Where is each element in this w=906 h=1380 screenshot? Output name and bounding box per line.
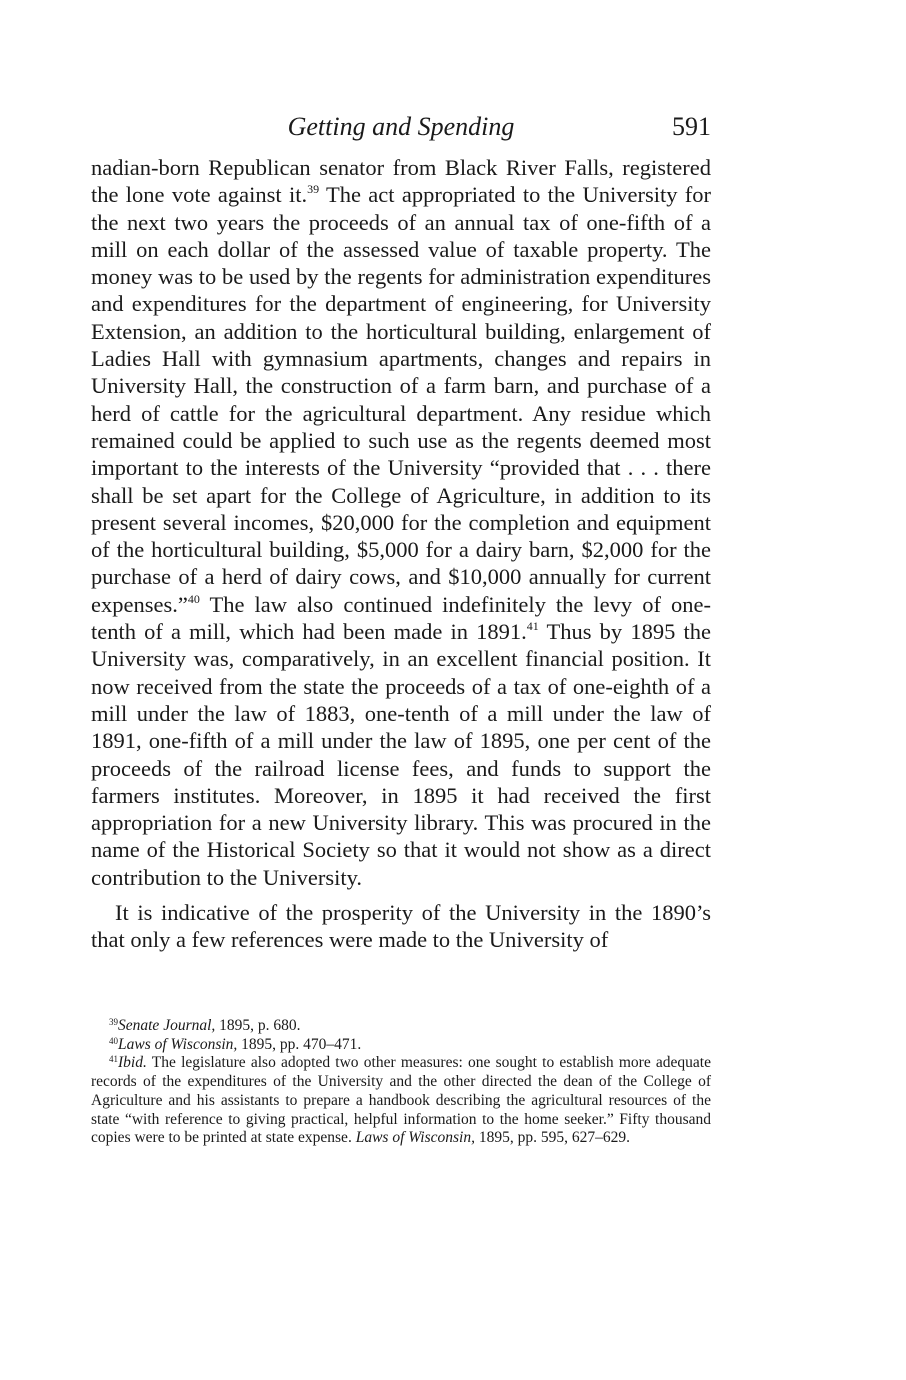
paragraph-1: [91, 154, 711, 891]
paragraph-1-text-d: Thus by 1895 the University was, comparatively, in an excellent financial position. It now received from the state the proceeds of a tax of one-eighth of a mill under the law of 1883, one-tenth of a mill under the law of 1891, one-fifth of a mill under the law of 1895, one per cent of the proceeds of the railroad license fees, and funds to support the farmers institutes. Moreover, in 1895 it had received the first appropriation for a new University library. This was procured in the name of the Historical Society so that it would not show as a direct contribution to the University.: [91, 619, 711, 890]
footnote-citation-2: 1895, pp. 595, 627–629.: [475, 1129, 630, 1147]
paragraph-1-text-b: The act appropriated to the University for the next two years the proceeds of an annual tax of one-fifth of a mill on each dollar of the assessed value of taxable property. The money was to be used by the regents for administration expenditures and expenditures for the department of engineering, for University Extension, an addition to the horticultural building, enlargement of Ladies Hall with gymnasium apartments, changes and repairs in University Hall, the construction of a farm barn, and purchase of a herd of cattle for the agricultural department. Any residue which remained could be applied to such use as the regents deemed most important to the interests of the University “provided that . . . there shall be set apart for the College of Agriculture, in addition to its present several incomes, $20,000 for the completion and equipment of the horticultural building, $5,000 for a dairy barn, $2,000 for the purchase of a herd of dairy cows, and $10,000 annually for current expenses.”: [91, 182, 711, 617]
footnote-ref-39: 39: [307, 182, 320, 197]
footnote-source-title: Ibid.: [118, 1054, 147, 1072]
body-text: [91, 154, 711, 954]
footnote-ref-40: 40: [187, 591, 200, 606]
running-head: [91, 110, 711, 144]
page-number: 591: [672, 112, 711, 141]
footnote-41: [91, 1054, 711, 1148]
footnote-source-title: Senate Journal,: [118, 1017, 216, 1034]
running-title: Getting and Spending: [287, 112, 515, 141]
footnote-source-title: Laws of Wisconsin,: [118, 1035, 238, 1053]
footnote-source-title-2: Laws of Wisconsin,: [355, 1129, 475, 1147]
footnote-number: 39: [109, 1017, 118, 1027]
footnotes: [91, 1017, 711, 1148]
paragraph-2: It is indicative of the prosperity of the University in the 1890’s that only a few references were made to the University of: [91, 900, 711, 953]
paragraph-1-text-c: The law also continued indefinitely the levy of one-tenth of a mill, which had been made in 1891.: [91, 591, 711, 645]
footnote-number: 40: [109, 1035, 118, 1046]
footnote-39: [91, 1017, 711, 1036]
footnote-text: The legislature also adopted two other measures: one sought to establish more adequate records of the expenditures of the University and the other directed the dean of the College of Agriculture and his assistants to prepare a handbook describing the agricultural resources of the state “with reference to giving practical, helpful information to the home seeker.” Fifty thousand copies were to be printed at state expense.: [91, 1054, 711, 1147]
footnote-citation: 1895, pp. 470–471.: [237, 1035, 362, 1053]
footnote-ref-41: 41: [526, 619, 539, 634]
footnote-citation: 1895, p. 680.: [215, 1017, 301, 1034]
footnote-40: [91, 1036, 711, 1055]
paragraph-1-text-a: nadian-born Republican senator from Black River Falls, registered the lone vote against it.: [91, 155, 711, 208]
footnote-number: 41: [109, 1054, 118, 1065]
